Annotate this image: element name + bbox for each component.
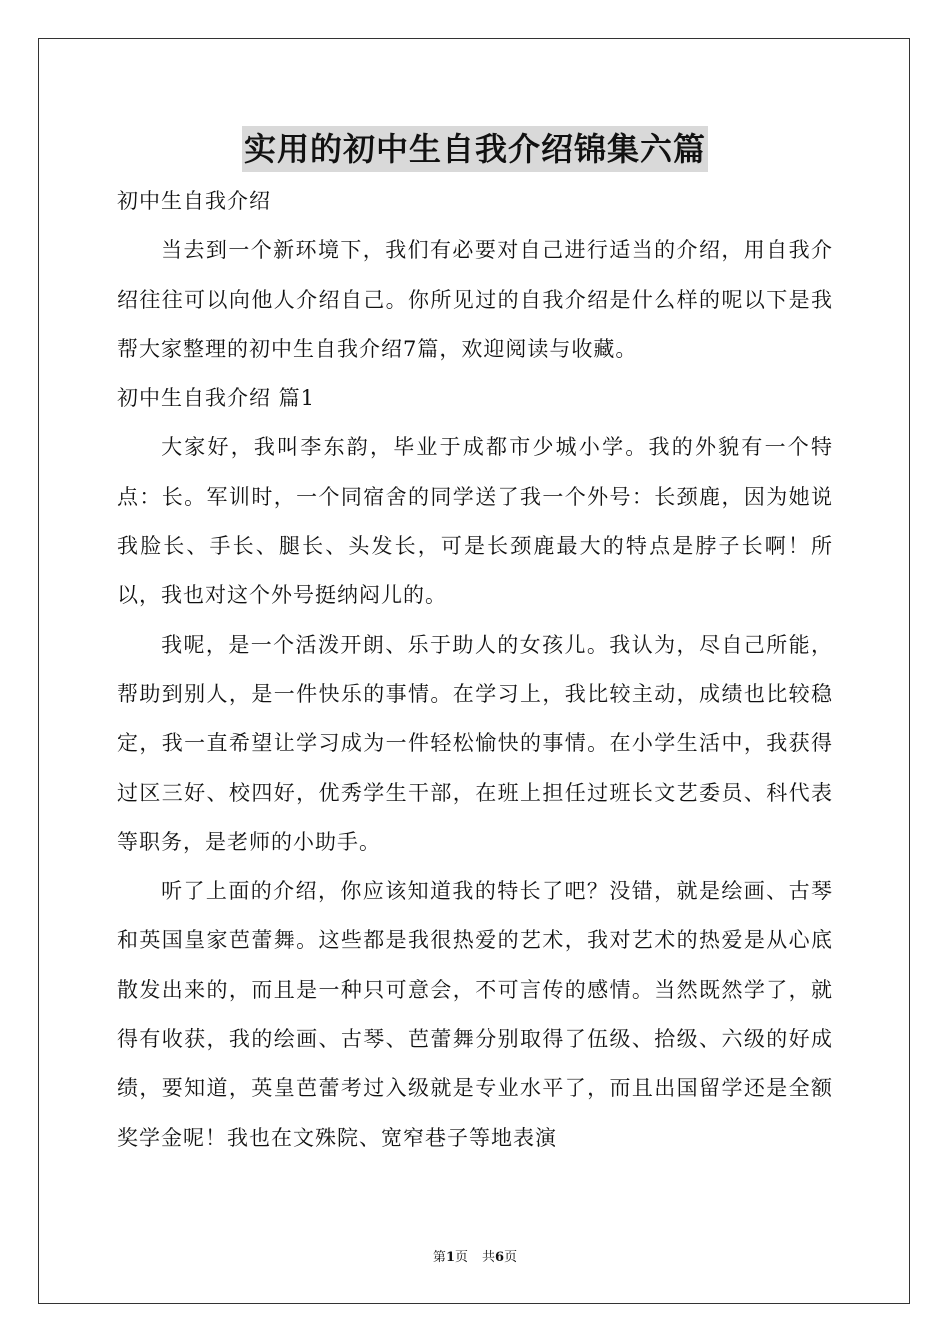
page-current: 1 xyxy=(445,1250,455,1265)
intro-paragraph: 当去到一个新环境下，我们有必要对自己进行适当的介绍，用自我介绍往往可以向他人介绍自己。你所见过的自我介绍是什么样的呢以下是我帮大家整理的初中生自我介绍7篇，欢迎阅读与收藏。 xyxy=(117,238,833,361)
total-prefix: 共 xyxy=(482,1250,496,1265)
page-total: 6 xyxy=(495,1250,505,1265)
body-paragraph: 大家好，我叫李东韵，毕业于成都市少城小学。我的外貌有一个特点：长。军训时，一个同宿舍的同学送了我一个外号：长颈鹿，因为她说我脸长、手长、腿长、头发长，可是长颈鹿最大的特点是脖子长啊！所以，我也对这个外号挺纳闷儿的。 xyxy=(117,435,833,608)
body-paragraph: 我呢，是一个活泼开朗、乐于助人的女孩儿。我认为，尽自己所能，帮助到别人，是一件快乐的事情。在学习上，我比较主动，成绩也比较稳定，我一直希望让学习成为一件轻松愉快的事情。在小学生活中，我获得过区三好、校四好，优秀学生干部，在班上担任过班长文艺委员、科代表等职务，是老师的小助手。 xyxy=(117,632,833,854)
page-suffix: 页 xyxy=(454,1250,468,1265)
document-title: 实用的初中生自我介绍锦集六篇 xyxy=(242,126,708,172)
intro-heading: 初中生自我介绍 xyxy=(117,189,271,213)
total-suffix: 页 xyxy=(504,1250,518,1265)
section-heading: 初中生自我介绍 篇1 xyxy=(117,386,316,411)
page-prefix: 第 xyxy=(432,1250,446,1265)
document-body xyxy=(117,177,833,1163)
body-paragraph: 听了上面的介绍，你应该知道我的特长了吧？没错，就是绘画、古琴和英国皇家芭蕾舞。这些都是我很热爱的艺术，我对艺术的热爱是从心底散发出来的，而且是一种只可意会，不可言传的感情。当然既然学了，就得有收获，我的绘画、古琴、芭蕾舞分别取得了伍级、拾级、六级的好成绩，要知道，英皇芭蕾考过入级就是专业水平了，而且出国留学还是全额奖学金呢！我也在文殊院、宽窄巷子等地表演 xyxy=(117,879,833,1150)
title-container xyxy=(0,126,950,172)
page-footer xyxy=(0,1246,950,1265)
